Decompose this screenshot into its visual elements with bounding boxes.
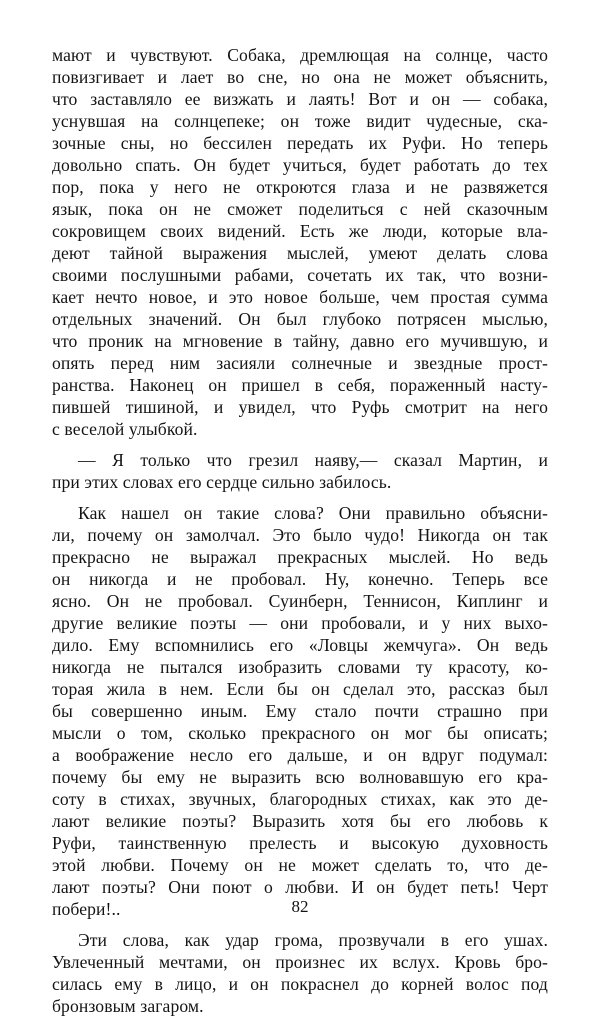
text-line: кает нечто новое, и это новое больше, чем простая сумма [52,287,548,307]
text-line: при этих словах его сердце сильно забилось. [52,472,392,492]
text-line: он никогда и не пробовал. Ну, конечно. Теперь все [52,569,548,589]
text-line: что заставляло ее визжать и лаять! Вот и он — собака, [52,89,548,109]
paragraph-gap [52,493,548,502]
paragraph [52,929,548,1017]
text-line: отдельных значений. Он был глубоко потрясен мыслью, [52,309,548,329]
text-line: опять перед ним засияли солнечные и звездные прост- [52,353,548,373]
text-line: Как нашел он такие слова? Они правильно объясни- [78,503,548,523]
text-line: Увлеченный мечтами, он произнес их вслух. Кровь бро- [52,952,548,972]
page-text [52,44,548,1017]
text-line: что проник на мгновение в тайну, давно его мучившую, и [52,331,548,351]
paragraph [52,44,548,440]
text-line: бронзовым загаром. [52,996,204,1016]
text-line: ранства. Наконец он пришел в себя, пораженный насту- [52,375,548,395]
text-line: никогда не пытался изобразить словами ту красоту, ко- [52,657,548,677]
book-page [52,44,548,1016]
text-line: дило. Ему вспомнились его «Ловцы жемчуга». Он ведь [52,635,548,655]
text-line: своими послушными рабами, сочетать их так, что возни- [52,265,548,285]
text-line: торая жила в нем. Если бы он сделал это, рассказ был [52,679,548,699]
text-line: с веселой улыбкой. [52,419,198,439]
text-line: мают и чувствуют. Собака, дремлющая на солнце, часто [52,45,548,65]
text-line: соту в стихах, звучных, благородных стихах, как это де- [52,789,548,809]
text-line: прекрасно не выражал прекрасных мыслей. Но ведь [52,547,548,567]
text-line: довольно спать. Он будет учиться, будет работать до тех [52,155,548,175]
text-line: мысли о том, сколько прекрасного он мог бы описать; [52,723,548,743]
text-line: Эти слова, как удар грома, прозвучали в его ушах. [78,930,548,950]
text-line: а воображение несло его дальше, и он вдруг подумал: [52,745,548,765]
text-line: деют тайной выражения мыслей, умеют делать слова [52,243,548,263]
text-line: лают поэты? Они поют о любви. И он будет петь! Черт [52,877,548,897]
paragraph [52,449,548,493]
text-line: зочные сны, но бессилен передать их Руфи. Но теперь [52,133,548,153]
text-line: Руфи, таинственную прелесть и высокую духовность [52,833,548,853]
text-line: побери!.. [52,899,121,919]
text-line: пившей тишиной, и увидел, что Руфь смотрит на него [52,397,548,417]
text-line: повизгивает и лает во сне, но она не может объяснить, [52,67,548,87]
paragraph-gap [52,440,548,449]
paragraph-gap [52,920,548,929]
text-line: бы совершенно иным. Ему стало почти страшно при [52,701,548,721]
text-line: другие великие поэты — они пробовали, и у них выхо- [52,613,548,633]
paragraph [52,502,548,920]
text-line: ясно. Он не пробовал. Суинберн, Теннисон, Киплинг и [52,591,548,611]
text-line: язык, пока он не сможет поделиться с ней сказочным [52,199,548,219]
page-number: 82 [291,897,309,916]
text-line: почему бы ему не выразить всю волновавшую его кра- [52,767,548,787]
text-line: сокровищем своих видений. Есть же люди, которые вла- [52,221,548,241]
text-line: лают великие поэты? Выразить хотя бы его любовь к [52,811,548,831]
text-line: пор, пока у него не откроются глаза и не развяжется [52,177,548,197]
text-line: уснувшая на солнцепеке; он тоже видит чудесные, ска- [52,111,548,131]
text-line: ли, почему он замолчал. Это было чудо! Никогда он так [52,525,548,545]
text-line: силась ему в лицо, и он покраснел до корней волос под [52,974,548,994]
text-line: этой любви. Почему он не может сделать то, что де- [52,855,548,875]
text-line: — Я только что грезил наяву,— сказал Мартин, и [78,450,548,470]
